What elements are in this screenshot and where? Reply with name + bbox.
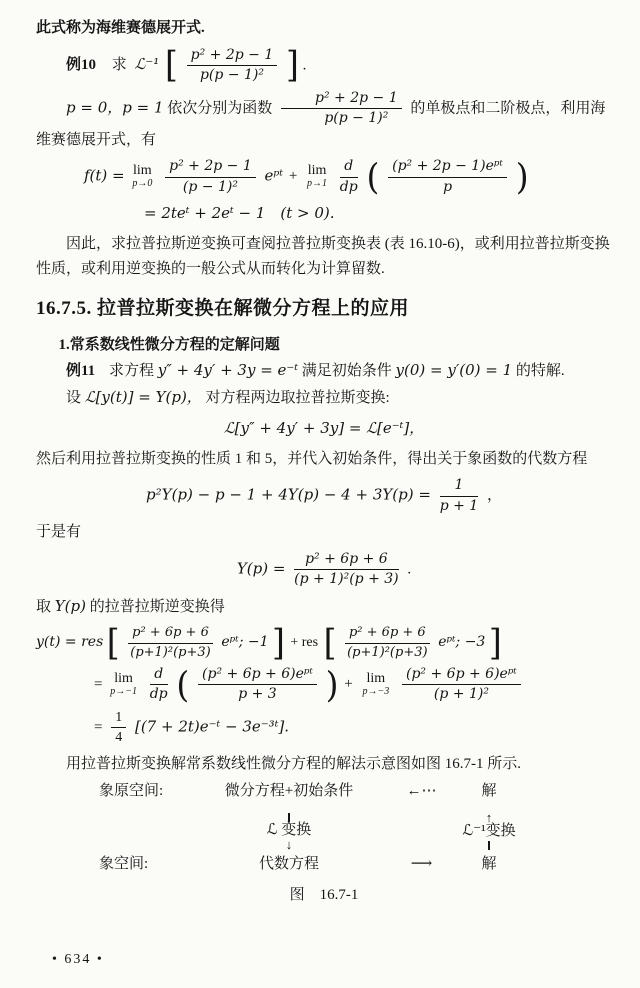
fraction-numerator: (p² + 2p − 1)eᵖᵗ	[388, 158, 507, 178]
fraction	[128, 625, 213, 661]
right-paren: )	[515, 155, 529, 198]
down-arrow-group	[267, 813, 312, 851]
vertical-line	[288, 813, 289, 822]
lim-subscript: p→−3	[362, 685, 390, 697]
paragraph-poles	[36, 90, 612, 154]
fraction-numerator: p² + 2p − 1	[165, 158, 256, 178]
lim-word: lim	[307, 163, 327, 179]
equation-laplace-both-sides: ℒ[y″ + 4y′ + 3y] = ℒ[e⁻ᵗ]，	[223, 419, 425, 438]
up-arrow-group	[462, 809, 516, 850]
lim-subscript: p→−1	[110, 685, 137, 697]
Yp-period: .	[407, 561, 412, 578]
inverse-laplace-operator: ℒ⁻¹	[134, 54, 160, 73]
fraction-denominator: (p+1)²(p+3)	[347, 644, 428, 660]
lim-subscript: p→1	[307, 178, 328, 190]
fraction	[281, 90, 402, 128]
original-space-label: 象原空间:	[99, 783, 164, 800]
equation-Yp	[36, 551, 612, 589]
fraction-denominator: (p+1)²(p+3)	[130, 644, 211, 660]
ex11-text-1: 求方程	[108, 363, 154, 380]
left-paren: (	[176, 663, 190, 706]
paragraph-example11	[36, 358, 612, 385]
fraction-numerator: p² + 2p − 1	[281, 90, 402, 110]
algebraic-equation-node: 代数方程	[258, 855, 319, 872]
fraction-numerator: p² + 6p + 6	[294, 551, 398, 571]
final-solution: [(7 + 2t)e⁻ᵗ − 3e⁻³ᵗ].	[134, 717, 290, 736]
fraction	[388, 158, 507, 196]
fraction-numerator: d	[340, 158, 358, 178]
paragraph-heaviside-note: 此式称为海维赛德展开式.	[36, 20, 205, 36]
figure-caption: 图 16.7-1	[289, 887, 359, 904]
residue-point-1: eᵖᵗ; −1	[221, 634, 269, 651]
inverse-text-1: 取	[36, 598, 52, 615]
up-arrow-icon: ↑	[485, 809, 493, 825]
equation-ft-line2: = 2teᵗ + 2eᵗ − 1 (t > 0).	[144, 204, 335, 222]
let-text-1: 设	[66, 389, 82, 406]
down-arrow-icon: ↓	[285, 837, 293, 853]
fraction-denominator: (p + 1)²	[433, 686, 489, 703]
ept-term: eᵖᵗ	[264, 166, 284, 185]
plus-sign: +	[344, 676, 353, 693]
equation-example10	[66, 43, 612, 86]
fraction-denominator: p + 1	[439, 497, 479, 514]
limit-p-to-0	[132, 164, 152, 189]
diagram-row-original-space	[99, 779, 549, 805]
fraction	[187, 47, 278, 85]
example10-period: .	[302, 56, 307, 73]
diagram-row-image-space	[99, 852, 549, 878]
fraction-denominator: p + 3	[238, 686, 277, 703]
plus-res: + res	[290, 635, 319, 651]
fraction-denominator: (p − 1)²	[182, 178, 238, 195]
fraction-numerator: p² + 6p + 6	[128, 625, 213, 643]
algebraic-comma: ，	[486, 487, 502, 504]
yt-lhs: y(t) = res	[36, 634, 104, 651]
limit-p-to-1	[307, 164, 327, 189]
ft-lhs: f(t) =	[84, 166, 125, 185]
paragraph-take-inverse	[36, 594, 612, 621]
subsection-title: 1.常系数线性微分方程的定解问题	[58, 336, 280, 353]
ex11-ode: y″ + 4y′ + 3y = e⁻ᵗ	[157, 361, 299, 380]
laplace-transform-arrow	[194, 806, 384, 851]
left-bracket: [	[106, 621, 120, 664]
right-bracket: ]	[286, 43, 299, 86]
example11-label: 例11	[66, 363, 96, 380]
section-title: 拉普拉斯变换在解微分方程上的应用	[97, 297, 410, 319]
right-paren: )	[325, 663, 339, 706]
laplace-transform-label: ℒ 变换	[266, 821, 312, 838]
inverse-transform-arrow	[459, 806, 519, 851]
fraction-numerator: 1	[111, 709, 126, 729]
equation-algebraic	[36, 477, 612, 515]
lim-word: lim	[133, 163, 152, 179]
image-space-label: 象空间:	[99, 855, 149, 872]
ex11-text-3: 的特解.	[515, 363, 565, 380]
fraction-numerator: (p² + 6p + 6)eᵖᵗ	[198, 666, 317, 686]
fraction-denominator: p	[443, 178, 453, 195]
fraction-numerator: 1	[440, 477, 479, 497]
section-number: 16.7.5.	[36, 297, 92, 319]
Yp-lhs: Y(p) =	[236, 559, 286, 578]
diagram-vertical-arrows	[99, 806, 549, 851]
right-bracket: ]	[272, 621, 285, 664]
ex11-initial-conditions: y(0) = y′(0) = 1	[395, 361, 513, 380]
left-paren: (	[366, 155, 380, 198]
fraction	[440, 477, 479, 515]
paragraph-scheme: 用拉普拉斯变换解常系数线性微分方程的解法示意图如图 16.7-1 所示.	[66, 755, 521, 772]
section-heading	[36, 293, 612, 325]
fraction-numerator: (p² + 6p + 6)eᵖᵗ	[402, 666, 521, 686]
fraction-denominator: (p + 1)²(p + 3)	[294, 571, 399, 588]
let-math: ℒ[y(t)] = Y(p)，	[84, 387, 202, 406]
example10-label: 例10	[66, 56, 97, 73]
solution-top: 解	[481, 783, 497, 800]
lim-word: lim	[114, 671, 133, 687]
solid-right-arrow: ⟶	[410, 855, 433, 872]
poles-text-1: 依次分别为函数	[167, 99, 273, 116]
residue-point-2: eᵖᵗ; −3	[438, 634, 486, 651]
fraction	[198, 666, 317, 704]
solution-scheme-diagram	[99, 779, 549, 908]
lim-word: lim	[366, 671, 386, 687]
fraction-numerator: p² + 2p − 1	[187, 47, 278, 67]
limit-p-to-minus1	[110, 672, 137, 697]
derivative-operator	[340, 158, 358, 196]
fraction-denominator: dp	[149, 686, 168, 703]
left-bracket: [	[165, 43, 178, 86]
ode-plus-initial-conditions: 微分方程+初始条件	[224, 783, 354, 800]
example10-pre: 求	[111, 56, 127, 73]
vertical-line	[488, 841, 489, 850]
lim-subscript: p→0	[132, 178, 153, 190]
left-bracket: [	[323, 621, 337, 664]
poles-math: p = 0，p = 1	[66, 97, 164, 116]
inverse-math: Y(p)	[54, 596, 86, 615]
paragraph-thus: 于是有	[36, 524, 82, 541]
page-number: • 634 •	[52, 952, 104, 968]
spacer	[384, 806, 459, 851]
fraction	[294, 551, 398, 589]
right-bracket: ]	[488, 621, 502, 664]
let-text-2: 对方程两边取拉普拉斯变换:	[205, 389, 390, 406]
paragraph-properties: 然后利用拉普拉斯变换的性质 1 和 5，并代入初始条件，得出关于象函数的代数方程	[36, 450, 588, 467]
fraction-denominator: dp	[339, 178, 358, 195]
inverse-transform-label: ℒ⁻¹变换	[462, 823, 516, 840]
inverse-text-2: 的拉普拉斯逆变换得	[89, 598, 225, 615]
solution-bottom: 解	[481, 855, 497, 872]
fraction-denominator: 4	[115, 730, 123, 746]
paragraph-let-transform	[36, 385, 612, 412]
equation-yt-line2	[94, 663, 612, 706]
fraction	[345, 625, 430, 661]
fraction	[165, 158, 256, 196]
poles-text-2: 的单极点和二阶极点，利用海维赛德展开式，有	[36, 99, 606, 148]
fraction-numerator: p² + 6p + 6	[345, 625, 430, 643]
equation-ft-line1	[84, 155, 612, 198]
plus-sign: +	[288, 168, 298, 185]
fraction	[111, 709, 126, 747]
fraction	[402, 666, 521, 704]
limit-p-to-minus3	[363, 672, 390, 697]
equation-yt-line1	[36, 621, 612, 664]
derivative-operator	[150, 666, 168, 704]
paragraph-therefore: 因此，求拉普拉斯逆变换可查阅拉普拉斯变换表 (表 16.10-6)，或利用拉普拉斯变换性质，或利用逆变换的一般公式从而转化为计算留数.	[36, 235, 610, 277]
equals-sign: =	[94, 719, 103, 736]
fraction-denominator: p(p − 1)²	[199, 67, 264, 83]
equation-yt-line3	[94, 709, 612, 747]
spacer	[99, 806, 194, 851]
fraction-numerator: d	[150, 666, 168, 686]
dashed-left-arrow: ←⋯	[406, 783, 437, 800]
fraction-denominator: p(p − 1)²	[324, 110, 389, 126]
ex11-text-2: 满足初始条件	[301, 363, 392, 380]
algebraic-lhs: p²Y(p) − p − 1 + 4Y(p) − 4 + 3Y(p) =	[146, 485, 431, 504]
equals-sign: =	[94, 676, 103, 693]
